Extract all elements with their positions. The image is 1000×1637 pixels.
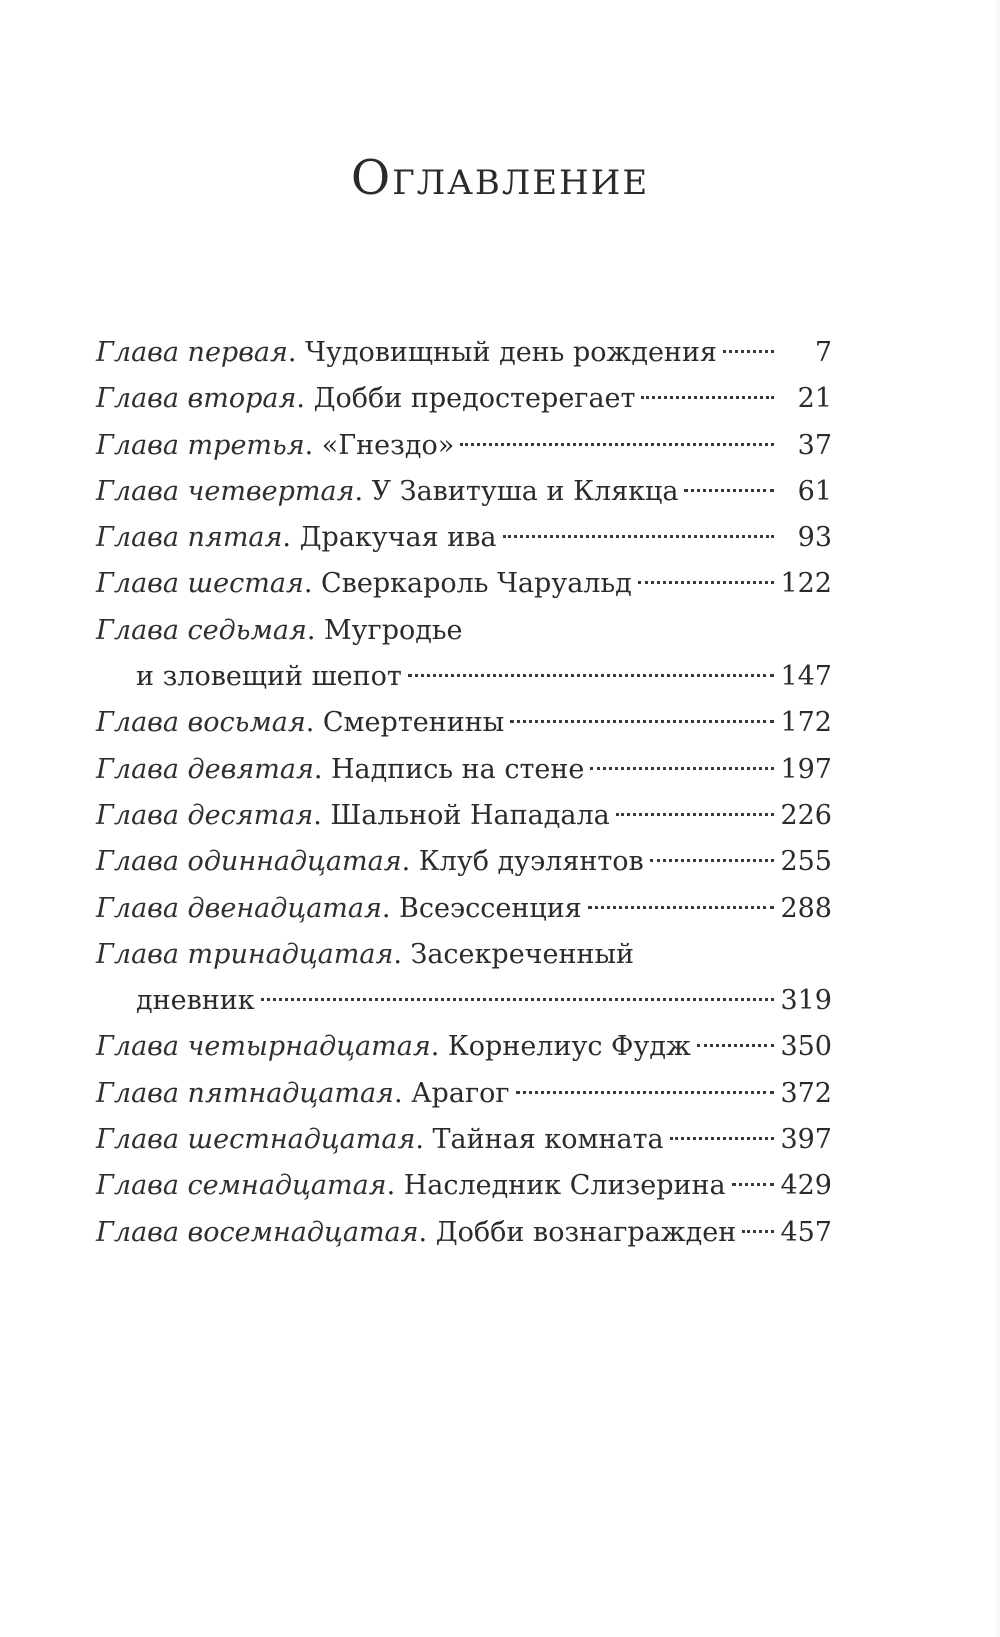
toc-entry-6[interactable]: Глава шестая . Сверкароль Чаруальд 122 xyxy=(96,561,832,607)
dot-leader xyxy=(697,1044,774,1047)
chapter-title: У Завитуша и Клякца xyxy=(371,475,679,507)
dot-leader xyxy=(670,1137,774,1140)
page-number: 429 xyxy=(780,1170,832,1202)
chapter-label: Глава семнадцатая xyxy=(96,1170,387,1202)
chapter-label: Глава пятнадцатая xyxy=(96,1077,394,1109)
page-number: 93 xyxy=(797,522,832,554)
page-number: 319 xyxy=(780,985,832,1017)
chapter-title: Тайная комната xyxy=(432,1124,664,1156)
chapter-label: Глава восемнадцатая xyxy=(96,1216,419,1248)
chapter-label: Глава вторая xyxy=(96,383,297,415)
dot-leader xyxy=(588,906,774,909)
chapter-title: Наследник Слизерина xyxy=(403,1170,726,1202)
chapter-label: Глава девятая xyxy=(96,753,314,785)
page-number: 350 xyxy=(780,1031,832,1063)
page-number: 147 xyxy=(780,661,832,693)
chapter-title: Засекреченный xyxy=(410,938,634,970)
toc-entry-4[interactable]: Глава четвертая . У Завитуша и Клякца 61 xyxy=(96,469,832,515)
toc-entry-9[interactable]: Глава девятая . Надпись на стене 197 xyxy=(96,747,832,793)
chapter-title: Всеэссенция xyxy=(399,892,582,924)
page-number: 457 xyxy=(780,1216,832,1248)
chapter-title: Дракучая ива xyxy=(299,522,497,554)
toc-entry-15[interactable]: Глава пятнадцатая . Арагог 372 xyxy=(96,1071,832,1117)
page-title: Оглавление xyxy=(350,150,650,206)
chapter-title: Клуб дуэлянтов xyxy=(418,846,644,878)
toc-entry-5[interactable]: Глава пятая . Дракучая ива 93 xyxy=(96,515,832,561)
chapter-label: Глава четвертая xyxy=(96,475,355,507)
chapter-title: Чудовищный день рождения xyxy=(305,337,717,368)
chapter-label: Глава четырнадцатая xyxy=(96,1031,431,1063)
chapter-label: Глава седьмая xyxy=(96,614,307,646)
toc-entry-10[interactable]: Глава десятая . Шальной Нападала 226 xyxy=(96,793,832,839)
dot-leader xyxy=(460,443,774,446)
dot-leader xyxy=(723,350,774,353)
chapter-title-continuation: дневник xyxy=(136,985,255,1017)
chapter-label: Глава десятая xyxy=(96,799,314,831)
chapter-title: Корнелиус Фудж xyxy=(447,1031,691,1063)
page-number: 122 xyxy=(780,568,832,600)
toc-entry-12[interactable]: Глава двенадцатая . Всеэссенция 288 xyxy=(96,886,832,932)
chapter-label: Глава третья xyxy=(96,429,305,461)
chapter-title: Добби предостерегает xyxy=(313,383,636,415)
toc-entry-16[interactable]: Глава шестнадцатая . Тайная комната 397 xyxy=(96,1117,832,1163)
chapter-title: Надпись на стене xyxy=(331,753,585,785)
table-of-contents xyxy=(96,330,832,1256)
page-number: 172 xyxy=(780,707,832,739)
chapter-title: Добби вознагражден xyxy=(435,1216,737,1248)
chapter-title: Шальной Нападала xyxy=(330,799,610,831)
chapter-label: Глава восьмая xyxy=(96,707,306,739)
dot-leader xyxy=(641,396,774,399)
dot-leader xyxy=(590,767,774,770)
toc-entry-7-continuation[interactable] xyxy=(96,654,832,700)
page-number: 61 xyxy=(797,475,832,507)
chapter-label: Глава первая xyxy=(96,337,288,368)
chapter-title: «Гнездо» xyxy=(321,429,455,461)
toc-entry-2[interactable]: Глава вторая . Добби предостерегает 21 xyxy=(96,376,832,422)
page-number: 372 xyxy=(780,1077,832,1109)
chapter-title: Арагог xyxy=(411,1077,510,1109)
chapter-label: Глава тринадцатая xyxy=(96,938,394,970)
dot-leader xyxy=(684,489,774,492)
page-number: 37 xyxy=(797,429,832,461)
dot-leader xyxy=(516,1091,775,1094)
page-number: 197 xyxy=(780,753,832,785)
toc-entry-13[interactable]: Глава тринадцатая . Засекреченный xyxy=(96,932,832,978)
toc-entry-11[interactable]: Глава одиннадцатая . Клуб дуэлянтов 255 xyxy=(96,839,832,885)
chapter-title: Мугродье xyxy=(324,614,463,646)
toc-entry-14[interactable]: Глава четырнадцатая . Корнелиус Фудж 350 xyxy=(96,1024,832,1070)
page-number: 288 xyxy=(780,892,832,924)
toc-entry-18[interactable]: Глава восемнадцатая . Добби вознагражден 457 xyxy=(96,1210,832,1256)
chapter-label: Глава одиннадцатая xyxy=(96,846,402,878)
chapter-title: Смертенины xyxy=(322,707,505,739)
chapter-label: Глава двенадцатая xyxy=(96,892,382,924)
toc-entry-1[interactable]: Глава первая . Чудовищный день рождения 7 xyxy=(96,330,832,376)
chapter-label: Глава шестая xyxy=(96,568,304,600)
dot-leader xyxy=(638,581,774,584)
page-number: 7 xyxy=(814,337,832,368)
chapter-label: Глава пятая xyxy=(96,522,283,554)
toc-entry-17[interactable]: Глава семнадцатая . Наследник Слизерина 429 xyxy=(96,1163,832,1209)
page-number: 397 xyxy=(780,1124,832,1156)
toc-entry-13-continuation[interactable] xyxy=(96,978,832,1024)
chapter-title: Сверкароль Чаруальд xyxy=(321,568,632,600)
toc-entry-8[interactable]: Глава восьмая . Смертенины 172 xyxy=(96,700,832,746)
page-number: 21 xyxy=(797,383,832,415)
dot-leader xyxy=(616,813,774,816)
dot-leader xyxy=(408,674,774,677)
dot-leader xyxy=(742,1230,774,1233)
chapter-label: Глава шестнадцатая xyxy=(96,1124,416,1156)
dot-leader xyxy=(503,535,774,538)
dot-leader xyxy=(650,859,774,862)
chapter-title-continuation: и зловещий шепот xyxy=(136,661,402,693)
dot-leader xyxy=(732,1183,774,1186)
toc-entry-3[interactable]: Глава третья . «Гнездо» 37 xyxy=(96,423,832,469)
page-number: 226 xyxy=(780,799,832,831)
page-number: 255 xyxy=(780,846,832,878)
dot-leader xyxy=(261,998,774,1001)
toc-entry-7[interactable]: Глава седьмая . Мугродье xyxy=(96,608,832,654)
page-edge-shadow xyxy=(994,0,1000,1637)
dot-leader xyxy=(510,720,774,723)
